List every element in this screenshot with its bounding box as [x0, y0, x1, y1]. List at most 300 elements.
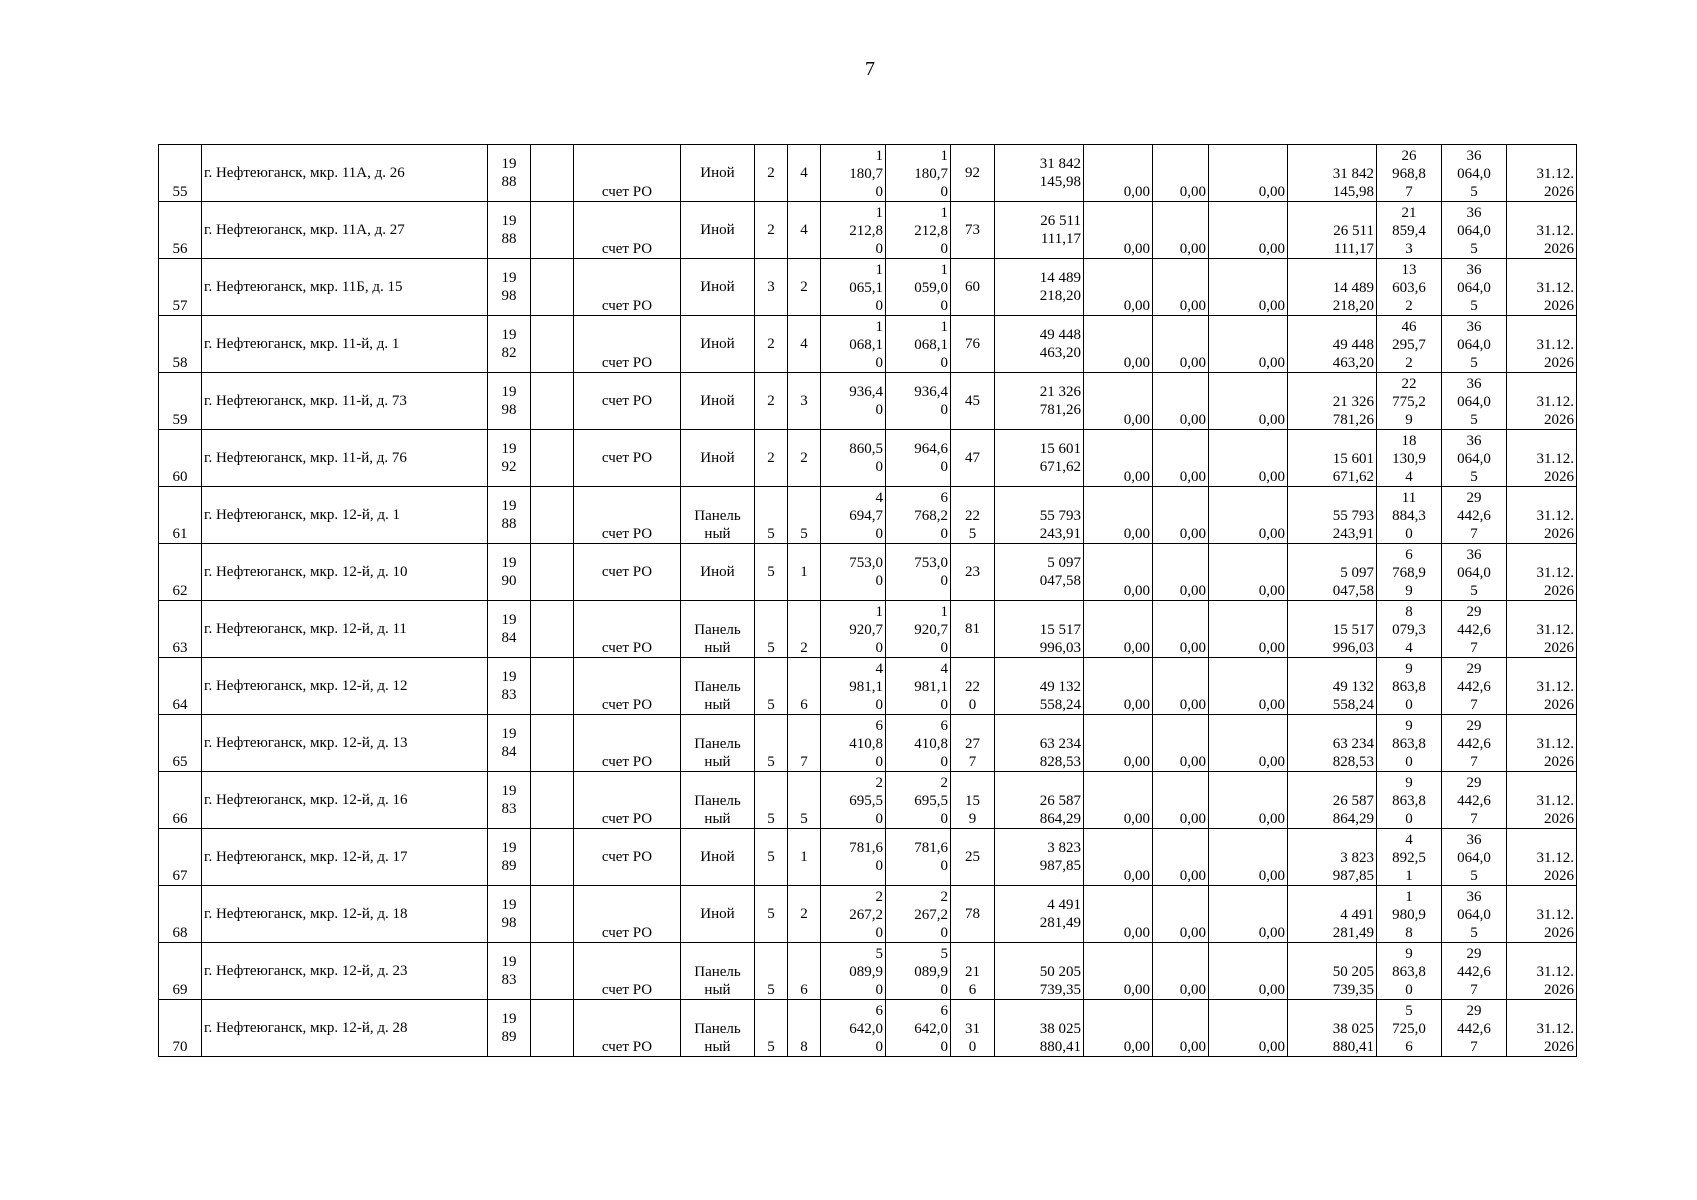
wall-material-cell — [681, 943, 755, 1000]
limit-cost-cell — [1442, 886, 1507, 943]
unit-cost-cell-line: 6 — [1405, 1039, 1413, 1055]
build-year-cell — [488, 145, 531, 202]
fund-a-cell: 0,00 — [1084, 487, 1153, 544]
total-cost-cell — [995, 145, 1084, 202]
total-area-cell-line: 089,9 — [849, 964, 883, 980]
floors-cell: 5 — [755, 829, 788, 886]
fund-a-cell: 0,00 — [1084, 430, 1153, 487]
living-area-cell — [886, 1000, 951, 1057]
total-area-cell-line: 0 — [875, 184, 883, 200]
total-cost-cell — [995, 1000, 1084, 1057]
total-area-cell — [821, 145, 886, 202]
table-row — [159, 487, 1577, 544]
unit-cost-cell-line: 1 — [1405, 889, 1413, 905]
deadline-cell — [1507, 316, 1577, 373]
residents-cell-line: 27 — [965, 736, 980, 752]
empty-cell — [531, 943, 574, 1000]
living-area-cell-line: 768,2 — [914, 508, 948, 524]
unit-cost-cell-line: 9 — [1405, 718, 1413, 734]
unit-cost-cell — [1377, 259, 1442, 316]
build-year-cell-line: 19 — [501, 783, 517, 799]
build-year-cell-line: 89 — [501, 1029, 517, 1045]
living-area-cell — [886, 886, 951, 943]
wall-material-cell-line: Панель — [694, 736, 741, 752]
deadline-cell — [1507, 658, 1577, 715]
total-area-cell-line: 0 — [875, 298, 883, 314]
fund-a-cell: 0,00 — [1084, 601, 1153, 658]
total-area-cell-line: 6 — [875, 1003, 883, 1019]
living-area-cell-line: 0 — [940, 858, 948, 874]
limit-cost-cell — [1442, 544, 1507, 601]
total-area-cell — [821, 658, 886, 715]
owners-fund-cell-line: 63 234 — [1332, 736, 1374, 752]
deadline-cell — [1507, 715, 1577, 772]
total-cost-cell-line: 864,29 — [1039, 811, 1081, 827]
total-cost-cell-line: 5 097 — [1047, 555, 1081, 571]
living-area-cell-line: 0 — [940, 402, 948, 418]
fund-b-cell: 0,00 — [1153, 601, 1209, 658]
living-area-cell — [886, 430, 951, 487]
floors-cell: 5 — [755, 886, 788, 943]
deadline-cell-line: 2026 — [1544, 526, 1574, 542]
limit-cost-cell-line: 29 — [1466, 490, 1482, 506]
living-area-cell-line: 964,6 — [914, 441, 948, 457]
limit-cost-cell — [1442, 487, 1507, 544]
unit-cost-cell-line: 0 — [1405, 811, 1413, 827]
fund-c-cell: 0,00 — [1209, 943, 1288, 1000]
owners-fund-cell-line: 047,58 — [1332, 583, 1374, 599]
living-area-cell — [886, 772, 951, 829]
living-area-cell-line: 1 — [940, 604, 948, 620]
total-area-cell-line: 0 — [875, 925, 883, 941]
deadline-cell-line: 31.12. — [1536, 166, 1574, 182]
unit-cost-cell-line: 863,8 — [1392, 736, 1426, 752]
total-area-cell-line: 1 — [875, 148, 883, 164]
owners-fund-cell-line: 671,62 — [1332, 469, 1374, 485]
deadline-cell-line: 2026 — [1544, 469, 1574, 485]
limit-cost-cell — [1442, 772, 1507, 829]
limit-cost-cell-line: 442,6 — [1457, 508, 1491, 524]
limit-cost-cell-line: 36 — [1466, 832, 1482, 848]
fund-source-cell: счет РО — [574, 202, 681, 259]
owners-fund-cell — [1288, 202, 1377, 259]
deadline-cell-line: 2026 — [1544, 355, 1574, 371]
owners-fund-cell-line: 15 601 — [1332, 451, 1374, 467]
fund-c-cell: 0,00 — [1209, 430, 1288, 487]
deadline-cell-line: 31.12. — [1536, 565, 1574, 581]
fund-source-cell: счет РО — [574, 715, 681, 772]
unit-cost-cell-line: 9 — [1405, 775, 1413, 791]
living-area-cell — [886, 829, 951, 886]
total-cost-cell — [995, 316, 1084, 373]
table-row — [159, 544, 1577, 601]
living-area-cell-line: 6 — [940, 1003, 948, 1019]
limit-cost-cell-line: 5 — [1470, 412, 1478, 428]
deadline-cell-line: 31.12. — [1536, 280, 1574, 296]
owners-fund-cell-line: 145,98 — [1332, 184, 1374, 200]
row-number: 59 — [159, 373, 202, 430]
limit-cost-cell — [1442, 316, 1507, 373]
residents-cell — [951, 772, 995, 829]
limit-cost-cell-line: 7 — [1470, 754, 1478, 770]
floors-cell: 2 — [755, 202, 788, 259]
total-cost-cell-line: 218,20 — [1039, 288, 1081, 304]
total-area-cell — [821, 316, 886, 373]
address-cell: г. Нефтеюганск, мкр. 12-й, д. 10 — [202, 544, 488, 601]
table-row — [159, 715, 1577, 772]
unit-cost-cell — [1377, 430, 1442, 487]
owners-fund-cell-line: 5 097 — [1340, 565, 1374, 581]
total-cost-cell-line: 243,91 — [1039, 526, 1081, 542]
address-cell: г. Нефтеюганск, мкр. 12-й, д. 16 — [202, 772, 488, 829]
address-cell: г. Нефтеюганск, мкр. 11-й, д. 76 — [202, 430, 488, 487]
unit-cost-cell — [1377, 1000, 1442, 1057]
address-cell: г. Нефтеюганск, мкр. 12-й, д. 28 — [202, 1000, 488, 1057]
unit-cost-cell-line: 8 — [1405, 925, 1413, 941]
build-year-cell-line: 84 — [501, 630, 517, 646]
total-area-cell — [821, 886, 886, 943]
owners-fund-cell-line: 14 489 — [1332, 280, 1374, 296]
total-cost-cell-line: 558,24 — [1039, 697, 1081, 713]
deadline-cell-line: 31.12. — [1536, 394, 1574, 410]
row-number: 60 — [159, 430, 202, 487]
residents-cell-line: 47 — [965, 450, 980, 466]
living-area-cell-line: 1 — [940, 148, 948, 164]
fund-b-cell: 0,00 — [1153, 772, 1209, 829]
limit-cost-cell-line: 5 — [1470, 469, 1478, 485]
total-area-cell-line: 0 — [875, 459, 883, 475]
fund-source-cell: счет РО — [574, 145, 681, 202]
row-number: 56 — [159, 202, 202, 259]
living-area-cell-line: 0 — [940, 355, 948, 371]
wall-material-cell-line: ный — [704, 640, 731, 656]
wall-material-cell-line: Панель — [694, 679, 741, 695]
fund-c-cell: 0,00 — [1209, 373, 1288, 430]
deadline-cell-line: 2026 — [1544, 640, 1574, 656]
limit-cost-cell-line: 064,0 — [1457, 280, 1491, 296]
owners-fund-cell-line: 26 587 — [1332, 793, 1374, 809]
unit-cost-cell-line: 980,9 — [1392, 907, 1426, 923]
wall-material-cell-line: Иной — [700, 849, 735, 865]
living-area-cell — [886, 373, 951, 430]
address-cell: г. Нефтеюганск, мкр. 12-й, д. 17 — [202, 829, 488, 886]
total-cost-cell-line: 4 491 — [1047, 897, 1081, 913]
wall-material-cell — [681, 259, 755, 316]
floors-cell: 3 — [755, 259, 788, 316]
limit-cost-cell-line: 7 — [1470, 640, 1478, 656]
living-area-cell — [886, 544, 951, 601]
wall-material-cell — [681, 487, 755, 544]
build-year-cell — [488, 601, 531, 658]
table-row — [159, 886, 1577, 943]
residents-cell-line: 22 — [965, 508, 980, 524]
total-cost-cell-line: 55 793 — [1039, 508, 1081, 524]
owners-fund-cell-line: 55 793 — [1332, 508, 1374, 524]
limit-cost-cell-line: 442,6 — [1457, 793, 1491, 809]
unit-cost-cell-line: 0 — [1405, 526, 1413, 542]
total-cost-cell-line: 49 448 — [1039, 327, 1081, 343]
owners-fund-cell-line: 880,41 — [1332, 1039, 1374, 1055]
address-cell: г. Нефтеюганск, мкр. 11А, д. 27 — [202, 202, 488, 259]
limit-cost-cell — [1442, 202, 1507, 259]
build-year-cell-line: 19 — [501, 726, 517, 742]
living-area-cell-line: 0 — [940, 1039, 948, 1055]
unit-cost-cell — [1377, 544, 1442, 601]
entrances-cell: 1 — [788, 544, 821, 601]
deadline-cell — [1507, 1000, 1577, 1057]
owners-fund-cell-line: 781,26 — [1332, 412, 1374, 428]
owners-fund-cell-line: 21 326 — [1332, 394, 1374, 410]
deadline-cell-line: 2026 — [1544, 697, 1574, 713]
unit-cost-cell-line: 18 — [1401, 433, 1417, 449]
build-year-cell-line: 19 — [501, 897, 517, 913]
living-area-cell-line: 0 — [940, 459, 948, 475]
unit-cost-cell — [1377, 145, 1442, 202]
unit-cost-cell-line: 859,4 — [1392, 223, 1426, 239]
residents-cell — [951, 373, 995, 430]
total-area-cell-line: 4 — [875, 661, 883, 677]
limit-cost-cell — [1442, 658, 1507, 715]
unit-cost-cell-line: 3 — [1405, 241, 1413, 257]
residents-cell — [951, 658, 995, 715]
unit-cost-cell-line: 884,3 — [1392, 508, 1426, 524]
build-year-cell-line: 88 — [501, 231, 517, 247]
total-cost-cell — [995, 886, 1084, 943]
wall-material-cell — [681, 658, 755, 715]
wall-material-cell-line: Иной — [700, 279, 735, 295]
living-area-cell-line: 212,8 — [914, 223, 948, 239]
deadline-cell-line: 31.12. — [1536, 964, 1574, 980]
total-cost-cell — [995, 373, 1084, 430]
fund-source-cell: счет РО — [574, 487, 681, 544]
fund-source-cell: счет РО — [574, 1000, 681, 1057]
limit-cost-cell-line: 36 — [1466, 148, 1482, 164]
residents-cell-line: 78 — [965, 906, 980, 922]
deadline-cell-line: 2026 — [1544, 298, 1574, 314]
living-area-cell-line: 695,5 — [914, 793, 948, 809]
wall-material-cell — [681, 430, 755, 487]
deadline-cell-line: 31.12. — [1536, 793, 1574, 809]
living-area-cell — [886, 658, 951, 715]
wall-material-cell-line: Панель — [694, 964, 741, 980]
total-area-cell-line: 936,4 — [849, 384, 883, 400]
living-area-cell-line: 410,8 — [914, 736, 948, 752]
owners-fund-cell-line: 828,53 — [1332, 754, 1374, 770]
fund-b-cell: 0,00 — [1153, 145, 1209, 202]
fund-c-cell: 0,00 — [1209, 544, 1288, 601]
total-area-cell — [821, 544, 886, 601]
owners-fund-cell-line: 50 205 — [1332, 964, 1374, 980]
owners-fund-cell-line: 15 517 — [1332, 622, 1374, 638]
build-year-cell-line: 19 — [501, 213, 517, 229]
unit-cost-cell-line: 11 — [1401, 490, 1417, 506]
total-area-cell-line: 981,1 — [849, 679, 883, 695]
build-year-cell — [488, 658, 531, 715]
entrances-cell: 7 — [788, 715, 821, 772]
wall-material-cell — [681, 1000, 755, 1057]
limit-cost-cell-line: 7 — [1470, 811, 1478, 827]
deadline-cell — [1507, 829, 1577, 886]
owners-fund-cell — [1288, 715, 1377, 772]
fund-a-cell: 0,00 — [1084, 943, 1153, 1000]
limit-cost-cell-line: 442,6 — [1457, 736, 1491, 752]
build-year-cell-line: 19 — [501, 384, 517, 400]
total-area-cell — [821, 829, 886, 886]
table-row — [159, 1000, 1577, 1057]
table-row — [159, 316, 1577, 373]
unit-cost-cell-line: 2 — [1405, 355, 1413, 371]
living-area-cell-line: 059,0 — [914, 280, 948, 296]
limit-cost-cell-line: 064,0 — [1457, 166, 1491, 182]
row-number: 70 — [159, 1000, 202, 1057]
total-area-cell-line: 267,2 — [849, 907, 883, 923]
unit-cost-cell-line: 0 — [1405, 982, 1413, 998]
wall-material-cell-line: Иной — [700, 165, 735, 181]
empty-cell — [531, 715, 574, 772]
fund-b-cell: 0,00 — [1153, 1000, 1209, 1057]
total-area-cell — [821, 715, 886, 772]
total-area-cell — [821, 772, 886, 829]
page-number: 7 — [865, 58, 875, 80]
deadline-cell-line: 31.12. — [1536, 508, 1574, 524]
residents-cell-line: 9 — [968, 811, 977, 827]
total-area-cell — [821, 943, 886, 1000]
total-area-cell-line: 920,7 — [849, 622, 883, 638]
unit-cost-cell-line: 9 — [1405, 412, 1413, 428]
wall-material-cell-line: ный — [704, 526, 731, 542]
table-row — [159, 373, 1577, 430]
limit-cost-cell-line: 29 — [1466, 604, 1482, 620]
total-cost-cell-line: 463,20 — [1039, 345, 1081, 361]
total-cost-cell — [995, 658, 1084, 715]
total-area-cell-line: 2 — [875, 889, 883, 905]
residents-cell — [951, 886, 995, 943]
owners-fund-cell-line: 4 491 — [1340, 907, 1374, 923]
owners-fund-cell-line: 463,20 — [1332, 355, 1374, 371]
limit-cost-cell-line: 064,0 — [1457, 907, 1491, 923]
wall-material-cell-line: Иной — [700, 450, 735, 466]
empty-cell — [531, 658, 574, 715]
residents-cell — [951, 601, 995, 658]
owners-fund-cell — [1288, 430, 1377, 487]
total-cost-cell — [995, 430, 1084, 487]
fund-a-cell: 0,00 — [1084, 316, 1153, 373]
total-cost-cell — [995, 544, 1084, 601]
floors-cell: 2 — [755, 316, 788, 373]
table-row — [159, 658, 1577, 715]
empty-cell — [531, 487, 574, 544]
living-area-cell-line: 0 — [940, 811, 948, 827]
deadline-cell-line: 2026 — [1544, 811, 1574, 827]
total-area-cell-line: 0 — [875, 355, 883, 371]
build-year-cell — [488, 430, 531, 487]
living-area-cell-line: 5 — [940, 946, 948, 962]
residents-cell — [951, 487, 995, 544]
living-area-cell-line: 781,6 — [914, 840, 948, 856]
build-year-cell — [488, 259, 531, 316]
fund-b-cell: 0,00 — [1153, 829, 1209, 886]
residents-cell-line: 7 — [968, 754, 977, 770]
floors-cell: 5 — [755, 544, 788, 601]
total-area-cell-line: 0 — [875, 811, 883, 827]
unit-cost-cell — [1377, 772, 1442, 829]
entrances-cell: 6 — [788, 658, 821, 715]
unit-cost-cell-line: 6 — [1405, 547, 1413, 563]
empty-cell — [531, 544, 574, 601]
floors-cell: 5 — [755, 943, 788, 1000]
residents-cell — [951, 430, 995, 487]
unit-cost-cell-line: 21 — [1401, 205, 1417, 221]
fund-source-cell: счет РО — [574, 829, 681, 886]
limit-cost-cell-line: 36 — [1466, 205, 1482, 221]
total-area-cell — [821, 487, 886, 544]
total-cost-cell-line: 047,58 — [1039, 573, 1081, 589]
unit-cost-cell-line: 768,9 — [1392, 565, 1426, 581]
total-cost-cell-line: 14 489 — [1039, 270, 1081, 286]
build-year-cell-line: 19 — [501, 612, 517, 628]
deadline-cell-line: 31.12. — [1536, 850, 1574, 866]
fund-source-cell: счет РО — [574, 772, 681, 829]
wall-material-cell — [681, 715, 755, 772]
fund-source-cell: счет РО — [574, 886, 681, 943]
deadline-cell — [1507, 202, 1577, 259]
total-cost-cell-line: 828,53 — [1039, 754, 1081, 770]
wall-material-cell — [681, 145, 755, 202]
build-year-cell-line: 98 — [501, 915, 517, 931]
address-cell: г. Нефтеюганск, мкр. 12-й, д. 13 — [202, 715, 488, 772]
living-area-cell-line: 6 — [940, 718, 948, 734]
owners-fund-cell-line: 987,85 — [1332, 868, 1374, 884]
wall-material-cell — [681, 544, 755, 601]
deadline-cell-line: 31.12. — [1536, 679, 1574, 695]
floors-cell: 2 — [755, 145, 788, 202]
entrances-cell: 2 — [788, 601, 821, 658]
limit-cost-cell — [1442, 373, 1507, 430]
wall-material-cell-line: Панель — [694, 508, 741, 524]
wall-material-cell — [681, 316, 755, 373]
total-cost-cell-line: 15 517 — [1039, 622, 1081, 638]
total-area-cell-line: 212,8 — [849, 223, 883, 239]
total-cost-cell-line: 987,85 — [1039, 858, 1081, 874]
limit-cost-cell-line: 36 — [1466, 889, 1482, 905]
unit-cost-cell — [1377, 373, 1442, 430]
floors-cell: 5 — [755, 715, 788, 772]
unit-cost-cell-line: 0 — [1405, 697, 1413, 713]
entrances-cell: 2 — [788, 886, 821, 943]
total-cost-cell-line: 21 326 — [1039, 384, 1081, 400]
owners-fund-cell — [1288, 487, 1377, 544]
total-cost-cell — [995, 601, 1084, 658]
total-cost-cell-line: 38 025 — [1039, 1021, 1081, 1037]
owners-fund-cell-line: 31 842 — [1332, 166, 1374, 182]
limit-cost-cell — [1442, 829, 1507, 886]
total-area-cell-line: 781,6 — [849, 840, 883, 856]
wall-material-cell-line: Панель — [694, 622, 741, 638]
empty-cell — [531, 316, 574, 373]
fund-a-cell: 0,00 — [1084, 715, 1153, 772]
limit-cost-cell-line: 7 — [1470, 1039, 1478, 1055]
limit-cost-cell-line: 5 — [1470, 355, 1478, 371]
wall-material-cell-line: ный — [704, 811, 731, 827]
residents-cell-line: 15 — [965, 793, 980, 809]
owners-fund-cell — [1288, 145, 1377, 202]
fund-c-cell: 0,00 — [1209, 259, 1288, 316]
unit-cost-cell-line: 4 — [1405, 640, 1413, 656]
living-area-cell-line: 0 — [940, 526, 948, 542]
owners-fund-cell-line: 739,35 — [1332, 982, 1374, 998]
build-year-cell-line: 19 — [501, 1011, 517, 1027]
empty-cell — [531, 772, 574, 829]
